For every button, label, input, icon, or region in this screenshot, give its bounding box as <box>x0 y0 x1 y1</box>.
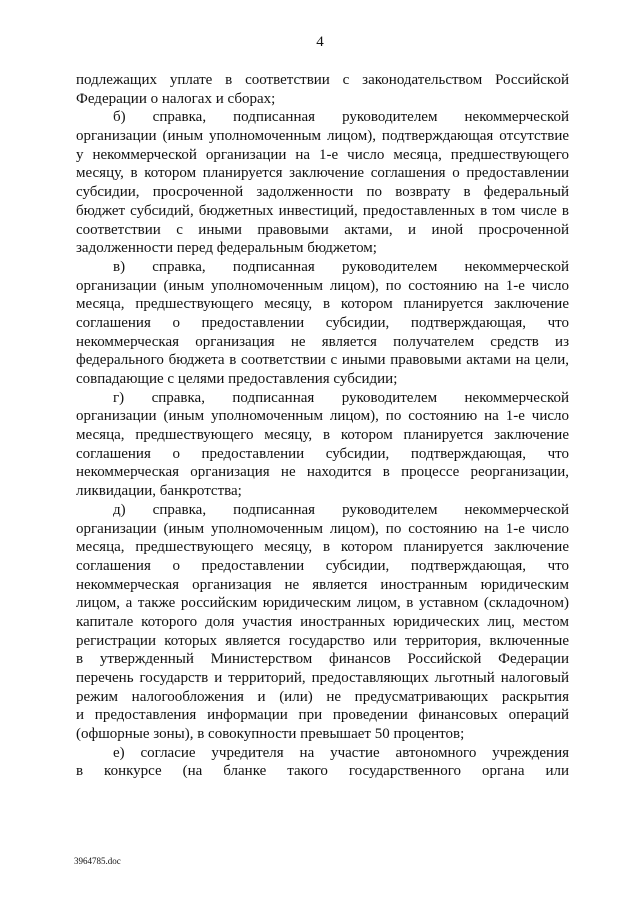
text-line: федерального бюджета в соответствии с иными правовыми актами на цели, <box>76 352 569 369</box>
text-line: соглашения о предоставлении субсидии, подтверждающая, что <box>76 445 569 462</box>
text-line: Федерации о налогах и сборах; <box>76 90 276 107</box>
paragraph-first-line: б) справка, подписанная руководителем некоммерческой <box>113 109 569 126</box>
text-line: субсидии, просроченной задолженности по возврату в федеральный <box>76 184 569 201</box>
text-line: месяца, предшествующего месяцу, в котором планируется заключение <box>76 539 569 556</box>
document-file-code: 3964785.doc <box>74 856 121 866</box>
document-body <box>76 71 569 781</box>
text-line: некоммерческая организация не находится в процессе реорганизации, <box>76 464 569 481</box>
text-line: капитале которого доля участия иностранных юридических лиц, местом <box>76 613 569 630</box>
text-line: перечень государств и территорий, предоставляющих льготный налоговый <box>76 670 569 686</box>
text-line: совпадающие с целями предоставления субсидии; <box>76 371 398 387</box>
text-line: лицом, а также российским юридическим лицом, в уставном (складочном) <box>76 595 569 612</box>
paragraph-first-line: е) согласие учредителя на участие автономного учреждения <box>113 744 569 761</box>
text-line: соглашения о предоставлении субсидии, подтверждающая, что <box>76 314 569 331</box>
text-line: некоммерческая организация не является получателем средств из <box>76 333 569 350</box>
text-line: бюджет субсидий, бюджетных инвестиций, предоставленных в том числе в <box>76 202 569 219</box>
text-line: соглашения о предоставлении субсидии, подтверждающая, что <box>76 557 569 574</box>
text-line: организации (иным уполномоченным лицом), подтверждающая отсутствие <box>76 128 569 145</box>
text-line: месяца, предшествующего месяцу, в котором планируется заключение <box>76 296 569 313</box>
text-line: регистрации которых является государство или территория, включенные <box>76 632 569 649</box>
text-line: (офшорные зоны), в совокупности превышает 50 процентов; <box>76 726 465 743</box>
text-line: соответствии с иными правовыми актами, и иной просроченной <box>76 221 569 238</box>
paragraph-first-line: г) справка, подписанная руководителем некоммерческой <box>113 389 569 406</box>
text-line: подлежащих уплате в соответствии с законодательством Российской <box>76 72 569 88</box>
text-line: месяца, предшествующего месяцу, в котором планируется заключение <box>76 427 569 444</box>
text-line: организации (иным уполномоченным лицом), по состоянию на 1-е число <box>76 520 569 537</box>
page-number: 4 <box>316 34 324 50</box>
text-line: задолженности перед федеральным бюджетом; <box>76 240 377 257</box>
paragraph-first-line: в) справка, подписанная руководителем некоммерческой <box>113 258 569 275</box>
text-line: организации (иным уполномоченным лицом), по состоянию на 1-е число <box>76 277 569 294</box>
paragraph-first-line: д) справка, подписанная руководителем некоммерческой <box>113 501 569 518</box>
text-line: месяцу, в котором планируется заключение соглашения о предоставлении <box>76 165 569 182</box>
text-line: организации (иным уполномоченным лицом), по состоянию на 1-е число <box>76 408 569 425</box>
text-line: режим налогообложения и (или) не предусматривающих раскрытия <box>76 688 569 705</box>
text-line: в утвержденный Министерством финансов Российской Федерации <box>76 651 569 668</box>
text-line: у некоммерческой организации на 1-е число месяца, предшествующего <box>76 146 569 163</box>
text-line: ликвидации, банкротства; <box>76 483 242 500</box>
text-line: некоммерческая организация не является иностранным юридическим <box>76 576 569 593</box>
text-line: в конкурсе (на бланке такого государственного органа или <box>76 763 569 780</box>
text-line: и предоставления информации при проведении финансовых операций <box>76 707 569 724</box>
